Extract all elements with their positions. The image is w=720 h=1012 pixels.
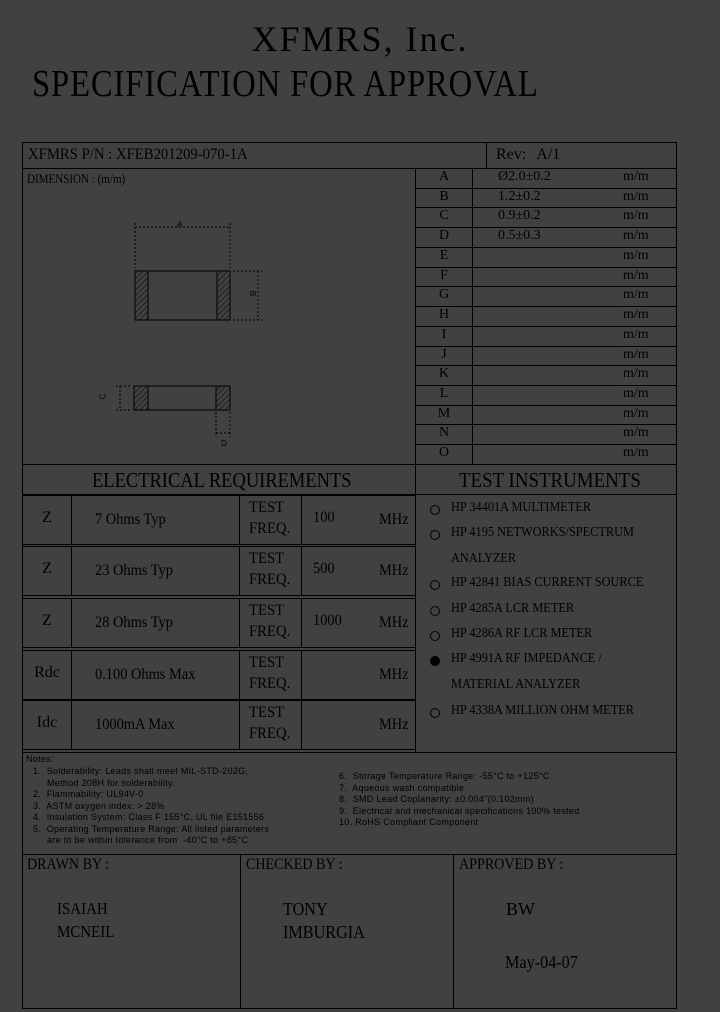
dimension-letter: M [437, 405, 451, 421]
dimension-unit: m/m [623, 208, 649, 224]
electrical-param: Rdc [34, 664, 60, 681]
electrical-param: Z [42, 509, 52, 526]
dimension-letter: D [438, 228, 450, 244]
notes-right [339, 771, 579, 829]
electrical-freq-value: 1000 [313, 612, 342, 629]
electrical-title: ELECTRICAL REQUIREMENTS [92, 468, 352, 492]
dimension-letter: K [438, 366, 450, 382]
electrical-row [23, 546, 415, 596]
electrical-freq-label: FREQ. [249, 520, 291, 537]
dimension-letter: J [441, 346, 447, 362]
electrical-freq-unit: MHz [379, 562, 409, 579]
electrical-value: 1000mA Max [95, 716, 175, 733]
drawn-by-name-first: ISAIAH [57, 899, 108, 918]
company-name: XFMRS, Inc. [251, 19, 469, 59]
instrument-name: HP 4286A RF LCR METER [451, 626, 593, 641]
dimension-letter: B [439, 188, 449, 204]
dim-label-c: C [98, 393, 108, 400]
electrical-freq-unit: MHz [379, 716, 409, 733]
electrical-freq-label: FREQ. [249, 675, 291, 692]
drawn-by-name-last: MCNEIL [57, 922, 115, 941]
instrument-name: HP 4991A RF IMPEDANCE / [451, 651, 602, 666]
dimension-unit: m/m [623, 267, 649, 283]
dimension-row [416, 405, 676, 425]
dim-label-d: D [221, 439, 227, 448]
note-line: Method 208H for solderability. [33, 777, 175, 788]
dimension-unit: m/m [623, 346, 649, 362]
dimension-letter: G [438, 287, 450, 303]
dimension-label: DIMENSION : (m/m) [27, 171, 126, 186]
electrical-test-label: TEST [249, 654, 285, 671]
dimension-row [416, 306, 676, 326]
dimension-row [416, 385, 676, 405]
instrument-name: HP 42841 BIAS CURRENT SOURCE [451, 575, 644, 590]
electrical-row [23, 495, 415, 545]
dimension-value: 0.9±0.2 [498, 208, 541, 224]
radio-empty-icon[interactable] [430, 631, 440, 641]
dimension-unit: m/m [623, 169, 649, 184]
note-line: 4. Insulation System: Class F 155°C, UL file E151556 [33, 812, 265, 822]
radio-empty-icon[interactable] [430, 606, 440, 616]
dimension-row [416, 247, 676, 267]
instrument-name-cont: ANALYZER [451, 551, 517, 566]
dimension-row [416, 286, 676, 306]
dimension-value: 1.2±0.2 [498, 188, 541, 204]
dimension-row [416, 207, 676, 227]
radio-empty-icon[interactable] [430, 580, 440, 590]
electrical-freq-value: 100 [313, 509, 335, 526]
electrical-freq-unit: MHz [379, 666, 409, 683]
note-line: 9. Electrical and mechanical specifications 100% tested [339, 805, 580, 816]
electrical-param: Idc [36, 714, 58, 731]
revision-label: Rev: [496, 146, 527, 163]
dimension-unit: m/m [623, 228, 649, 244]
notes-title: Notes: [26, 754, 54, 764]
electrical-value: 23 Ohms Typ [95, 562, 173, 579]
electrical-freq-unit: MHz [379, 511, 409, 528]
radio-empty-icon[interactable] [430, 530, 440, 540]
part-number [28, 146, 248, 164]
note-line: 5. Operating Temperature Range: All listed parameters [33, 823, 270, 834]
electrical-row [23, 598, 415, 648]
top-view [135, 223, 262, 320]
note-line: 10. RoHS Compliant Component [339, 817, 479, 827]
dimension-unit: m/m [623, 247, 649, 263]
note-line: 2. Flammability: UL94V-0 [33, 789, 144, 799]
instruments-title: TEST INSTRUMENTS [459, 468, 641, 492]
dimension-row [416, 188, 676, 208]
dimension-letter: L [439, 386, 449, 402]
dimension-unit: m/m [623, 445, 649, 461]
electrical-value: 28 Ohms Typ [95, 614, 173, 631]
dimension-letter: A [438, 169, 450, 184]
component-drawing [90, 205, 270, 460]
approved-date: May-04-07 [505, 952, 578, 972]
radio-empty-icon[interactable] [430, 505, 440, 515]
approved-by-name: BW [506, 899, 535, 919]
electrical-freq-label: FREQ. [249, 623, 291, 640]
instrument-name: HP 34401A MULTIMETER [451, 500, 592, 515]
instrument-name: HP 4285A LCR METER [451, 601, 575, 616]
spec-title: SPECIFICATION FOR APPROVAL [32, 63, 539, 105]
approved-by-label: APPROVED BY : [459, 856, 564, 873]
electrical-test-label: TEST [249, 602, 285, 619]
checked-by-label: CHECKED BY : [246, 856, 343, 873]
electrical-test-label: TEST [249, 499, 285, 516]
dim-label-a: A [177, 220, 183, 229]
electrical-freq-label: FREQ. [249, 571, 291, 588]
dimension-unit: m/m [623, 188, 649, 204]
electrical-param: Z [42, 612, 52, 629]
dimension-letter: O [438, 445, 450, 461]
radio-selected-icon[interactable] [430, 656, 440, 666]
side-view [116, 386, 230, 437]
dimension-row [416, 168, 676, 188]
electrical-freq-value: 500 [313, 560, 335, 577]
dimension-unit: m/m [623, 405, 649, 421]
note-line: 8. SMD Lead Coplanarity: ±0.004"(0.102mm) [339, 794, 534, 804]
dimension-row [416, 326, 676, 346]
part-number-label: XFMRS P/N : [28, 146, 113, 163]
electrical-row [23, 650, 415, 700]
electrical-freq-unit: MHz [379, 614, 409, 631]
dimension-unit: m/m [623, 366, 649, 382]
note-line: 3. ASTM oxygen index: > 28% [33, 800, 165, 811]
electrical-freq-label: FREQ. [249, 725, 291, 742]
dimension-row [416, 227, 676, 247]
dimension-letter: F [440, 267, 448, 283]
dimension-unit: m/m [623, 287, 649, 303]
dimension-letter: I [441, 326, 447, 342]
electrical-param: Z [42, 560, 52, 577]
part-number-value: XFEB201209-070-1A [115, 146, 248, 163]
dimension-value: Ø2.0±0.2 [498, 169, 551, 184]
electrical-value: 7 Ohms Typ [95, 511, 166, 528]
note-line: 6. Storage Temperature Range: -55°C to +125°C [339, 771, 550, 781]
electrical-test-label: TEST [249, 704, 285, 721]
note-line: 1. Solderability: Leads shall meet MIL-STD-202G, [33, 766, 249, 776]
dimension-row [416, 444, 676, 464]
electrical-row [23, 700, 415, 750]
dimension-row [416, 267, 676, 287]
electrical-value: 0.100 Ohms Max [95, 666, 196, 683]
checked-by-name-last: IMBURGIA [283, 922, 365, 942]
notes-left [33, 766, 269, 847]
instrument-name-cont: MATERIAL ANALYZER [451, 677, 581, 692]
dimension-letter: C [439, 208, 449, 224]
dimension-unit: m/m [623, 425, 649, 441]
dimension-row [416, 424, 676, 444]
dimension-row [416, 346, 676, 366]
dimension-unit: m/m [623, 386, 649, 402]
note-line: 7. Aqueous wash compatible [339, 782, 465, 793]
note-line: are to be within tolerance from -40°C to +85°C [33, 835, 249, 845]
instrument-name: HP 4195 NETWORKS/SPECTRUM [451, 525, 634, 540]
electrical-test-label: TEST [249, 550, 285, 567]
dimension-value: 0.5±0.3 [498, 228, 541, 244]
revision-value: A/1 [536, 146, 561, 163]
dimension-letter: H [438, 307, 450, 323]
dimension-unit: m/m [623, 326, 649, 342]
dim-label-b: B [248, 290, 258, 297]
drawn-by-label: DRAWN BY : [27, 856, 110, 873]
checked-by-name-first: TONY [283, 899, 328, 919]
dimension-unit: m/m [623, 307, 649, 323]
radio-empty-icon[interactable] [430, 708, 440, 718]
instrument-name: HP 4338A MILLION OHM METER [451, 703, 634, 718]
dimension-letter: E [439, 247, 449, 263]
dimension-row [416, 365, 676, 385]
dimension-letter: N [438, 425, 450, 441]
revision [496, 146, 560, 164]
